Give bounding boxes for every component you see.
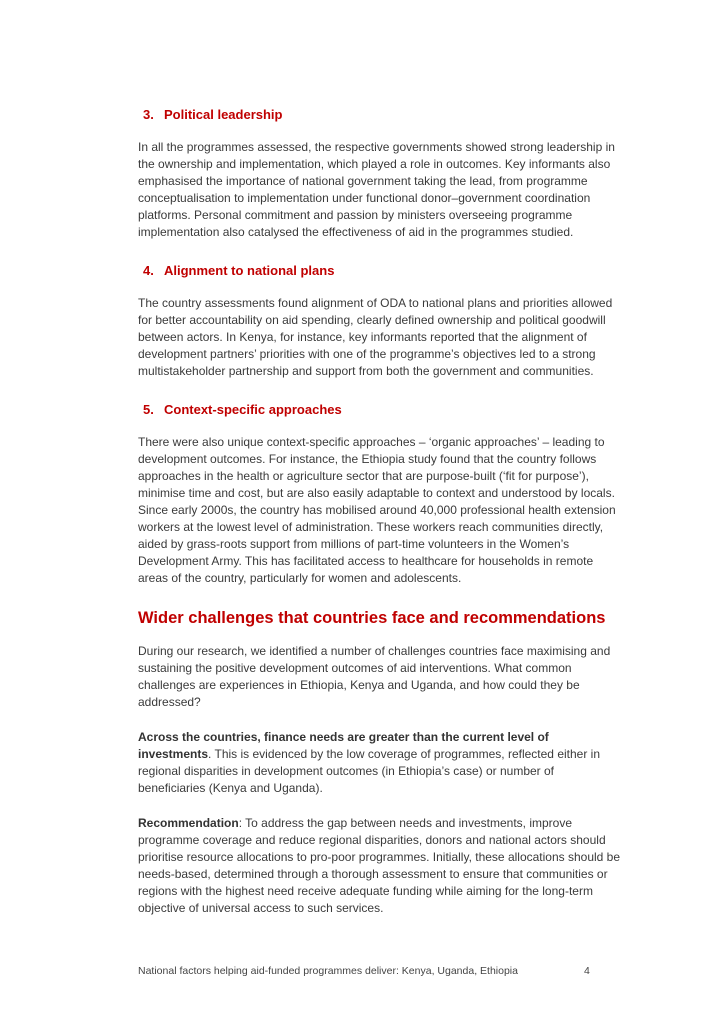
challenges-recommendation xyxy=(138,815,624,917)
challenges-heading: Wider challenges that countries face and recommendations xyxy=(138,609,606,627)
section-title: Alignment to national plans xyxy=(164,263,335,278)
section-heading-political-leadership xyxy=(138,106,624,124)
finding-rest-text: . This is evidenced by the low coverage of programmes, reflected either in regional disparities in development outcomes (in Ethiopia’s case) or number of beneficiaries (Kenya and Uganda). xyxy=(138,747,601,795)
page-number: 4 xyxy=(584,965,590,977)
challenges-finding xyxy=(138,729,624,797)
section-body-context-specific: There were also unique context-specific approaches – ‘organic approaches’ – leading to development outcomes. For instance, the Ethiopia study found that the country follows approaches in the health or agriculture sector that are purpose-built (‘fit for purpose’), minimise time and cost, but are also easily adaptable to context and understood by locals. Since early 2000s, the country has mobilised around 40,000 professional health extension workers at the lowest level of administration. These workers reach communities directly, aided by grass-roots support from millions of part-time volunteers in the Women’s Development Army. This has facilitated access to healthcare for households in remote areas of the country, particularly for women and adolescents. xyxy=(138,435,616,585)
section-number: 5. xyxy=(143,402,154,417)
section-title: Context-specific approaches xyxy=(164,402,342,417)
page-footer xyxy=(138,965,598,977)
challenges-intro: During our research, we identified a number of challenges countries face maximising and sustaining the positive development outcomes of aid interventions. What common challenges are experiences in Ethiopia, Kenya and Uganda, and how could they be addressed? xyxy=(138,644,611,709)
footer-title: National factors helping aid-funded programmes deliver: Kenya, Uganda, Ethiopia xyxy=(138,965,518,977)
section-body-alignment: The country assessments found alignment of ODA to national plans and priorities allowed for better accountability on aid spending, clearly defined ownership and political goodwill between actors. In Kenya, for instance, key informants reported that the alignment of development partners’ priorities with one of the programme’s objectives led to a strong multistakeholder partnership and support from both the government and communities. xyxy=(138,296,613,378)
section-body-political-leadership: In all the programmes assessed, the respective governments showed strong leadership in the ownership and implementation, which played a role in outcomes. Key informants also emphasised the importance of national government taking the lead, from programme conceptualisation to implementation under functional donor–government coordination platforms. Personal commitment and passion by ministers overseeing programme implementation also catalysed the effectiveness of aid in the programmes studied. xyxy=(138,140,615,239)
finding-bold-text: Across the countries, finance needs are greater than the current level of investments xyxy=(138,730,549,761)
section-number: 4. xyxy=(143,263,154,278)
recommendation-label: Recommendation xyxy=(138,816,239,830)
section-title: Political leadership xyxy=(164,107,283,122)
section-number: 3. xyxy=(143,107,154,122)
section-heading-context-specific xyxy=(138,401,624,419)
page-content xyxy=(138,106,624,917)
section-heading-alignment xyxy=(138,262,624,280)
recommendation-text: : To address the gap between needs and investments, improve programme coverage and reduce regional disparities, donors and national actors should prioritise resource allocations to pro-poor programmes. Initially, these allocations should be needs-based, determined through a thorough assessment to ensure that communities or regions with the highest need receive adequate funding while aiming for the long-term objective of universal access to such services. xyxy=(138,816,621,915)
